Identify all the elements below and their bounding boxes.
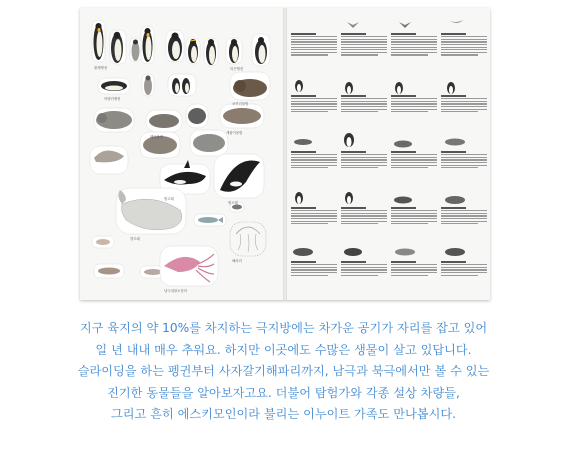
seal-icon xyxy=(94,108,134,132)
entry-text-line xyxy=(391,101,437,102)
entry-text-line xyxy=(391,157,437,158)
entry-text-line xyxy=(441,95,466,97)
seal-icon xyxy=(90,146,128,174)
entry-text-block xyxy=(341,32,387,57)
entry-text-line xyxy=(291,261,316,263)
penguin-icon xyxy=(98,78,130,94)
entry-text-block xyxy=(291,206,337,226)
orca-icon xyxy=(214,154,264,198)
entry-text-line xyxy=(391,207,416,209)
entry-text-line xyxy=(441,101,487,102)
entry-text-line xyxy=(341,101,387,102)
entry-text-block xyxy=(441,206,487,226)
entry-text-line xyxy=(291,221,337,222)
seal-icon xyxy=(293,248,313,256)
entry-text-line xyxy=(391,154,437,155)
entry-text-line xyxy=(391,210,437,211)
entry-text-line xyxy=(341,33,366,35)
entry-text-line xyxy=(341,106,387,107)
entry-text-line xyxy=(441,207,466,209)
entry-text-line xyxy=(341,218,387,219)
entry-text-line xyxy=(291,213,337,214)
penguin-icon xyxy=(142,74,154,96)
entry-text-line xyxy=(391,162,437,163)
entry-text-line xyxy=(441,218,487,219)
entry-text-line xyxy=(291,36,337,37)
entry-text-line xyxy=(441,109,487,110)
entry-text-line xyxy=(391,47,437,48)
entry-text-line xyxy=(391,109,437,110)
entry-text-line xyxy=(441,33,466,35)
entry-text-line xyxy=(341,95,366,97)
entry-text-line xyxy=(341,36,387,37)
entry-text-line xyxy=(391,33,416,35)
seal-icon xyxy=(344,248,362,256)
entry-text-line xyxy=(291,106,337,107)
entry-text-line xyxy=(441,98,487,99)
penguin-icon xyxy=(168,74,196,96)
entry-text-line xyxy=(341,264,387,265)
entry-text-line xyxy=(291,54,328,55)
entry-text-line xyxy=(391,272,437,273)
entry-text-line xyxy=(291,267,337,268)
entry-text-line xyxy=(441,154,487,155)
entry-text-line xyxy=(341,221,387,222)
entry-text-block xyxy=(441,94,487,114)
entry-text-line xyxy=(341,207,366,209)
entry-text-line xyxy=(441,221,487,222)
book-spread xyxy=(80,8,490,300)
entry-text-line xyxy=(341,109,387,110)
penguin-icon xyxy=(345,82,353,94)
entry-text-line xyxy=(391,223,428,224)
description-text xyxy=(0,318,567,426)
entry-text-line xyxy=(341,111,378,112)
entry-text-line xyxy=(291,272,337,273)
seal-icon xyxy=(394,141,412,148)
penguin-icon xyxy=(345,192,353,204)
seal-icon xyxy=(445,248,465,256)
bird-icon xyxy=(449,20,463,23)
entry-text-line xyxy=(291,52,337,53)
entry-text-line xyxy=(341,159,387,160)
penguin-icon xyxy=(226,38,242,64)
penguin-icon xyxy=(252,34,270,66)
entry-text-line xyxy=(291,167,328,168)
entry-text-line xyxy=(441,275,478,276)
penguin-icon xyxy=(92,20,105,62)
entry-text-line xyxy=(291,111,328,112)
entry-text-block xyxy=(341,260,387,277)
entry-text-line xyxy=(441,165,487,166)
entry-text-line xyxy=(291,47,337,48)
penguin-icon xyxy=(295,192,303,204)
entry-text-line xyxy=(441,106,487,107)
entry-text-line xyxy=(441,54,478,55)
entry-text-line xyxy=(441,267,487,268)
description-line: 지구 육지의 약 10%를 차지하는 극지방에는 차가운 공기가 자리를 잡고 있어 xyxy=(79,321,488,335)
squid-icon xyxy=(160,246,218,286)
entry-text-line xyxy=(291,223,328,224)
entry-text-line xyxy=(341,165,387,166)
seal-icon xyxy=(445,196,465,204)
fish-icon xyxy=(92,236,114,248)
entry-text-line xyxy=(341,39,387,40)
penguin-icon xyxy=(186,38,200,64)
entry-text-line xyxy=(391,151,416,153)
entry-text-line xyxy=(391,49,437,50)
entry-text-line xyxy=(391,159,437,160)
entry-text-line xyxy=(391,275,428,276)
entry-text-line xyxy=(391,103,437,104)
entry-text-line xyxy=(341,210,387,211)
entry-text-line xyxy=(441,162,487,163)
entry-text-line xyxy=(391,167,428,168)
description-line: 그리고 흔히 에스키모인이라 불리는 이누이트 가족도 만나봅시다. xyxy=(111,407,456,421)
penguin-icon xyxy=(344,133,354,147)
entry-text-line xyxy=(441,223,478,224)
seal-icon xyxy=(445,139,465,146)
entry-text-line xyxy=(391,267,437,268)
entry-text-block xyxy=(441,32,487,57)
entry-text-line xyxy=(291,154,337,155)
entry-text-block xyxy=(441,150,487,170)
penguin-icon xyxy=(295,80,303,92)
entry-text-line xyxy=(391,213,437,214)
entry-text-line xyxy=(391,215,437,216)
entry-text-line xyxy=(441,44,487,45)
seal-icon xyxy=(186,104,208,128)
entry-text-line xyxy=(341,103,387,104)
entry-text-block xyxy=(391,94,437,114)
entry-text-line xyxy=(291,215,337,216)
entry-text-line xyxy=(391,261,416,263)
entry-text-line xyxy=(341,151,366,153)
entry-text-line xyxy=(341,275,378,276)
entry-text-line xyxy=(291,33,316,35)
entry-text-line xyxy=(441,41,487,42)
entry-text-line xyxy=(341,54,378,55)
entry-text-line xyxy=(291,95,316,97)
entry-text-line xyxy=(291,44,337,45)
entry-text-line xyxy=(341,215,387,216)
penguin-icon xyxy=(141,26,154,64)
seal-icon xyxy=(230,72,270,100)
entry-text-line xyxy=(291,269,337,270)
seal-icon xyxy=(395,249,415,256)
entry-text-line xyxy=(291,49,337,50)
description-line: 진기한 동물들을 알아보자고요. 더불어 탐험가와 각종 설상 차량들, xyxy=(107,385,460,400)
entry-text-line xyxy=(391,54,428,55)
entry-text-line xyxy=(441,269,487,270)
entry-text-block xyxy=(391,150,437,170)
entry-text-line xyxy=(291,218,337,219)
entry-text-block xyxy=(441,260,487,277)
penguin-icon xyxy=(110,30,126,64)
entry-text-line xyxy=(441,151,466,153)
entry-text-block xyxy=(341,94,387,114)
entry-text-line xyxy=(291,162,337,163)
entry-text-line xyxy=(391,264,437,265)
entry-text-line xyxy=(291,159,337,160)
entry-text-line xyxy=(291,207,316,209)
entry-text-line xyxy=(291,210,337,211)
entry-text-line xyxy=(341,213,387,214)
penguin-icon xyxy=(166,30,184,62)
entry-text-line xyxy=(441,167,478,168)
entry-text-line xyxy=(341,49,387,50)
jellyfish-icon xyxy=(230,222,266,256)
entry-text-line xyxy=(291,39,337,40)
seal-icon xyxy=(190,130,228,156)
entry-text-line xyxy=(391,36,437,37)
entry-text-line xyxy=(391,221,437,222)
entry-text-block xyxy=(341,150,387,170)
bird-icon xyxy=(399,22,411,28)
entry-text-line xyxy=(291,264,337,265)
entry-text-line xyxy=(441,213,487,214)
penguin-icon xyxy=(130,38,141,62)
entry-text-line xyxy=(341,223,378,224)
fish-icon xyxy=(194,214,226,226)
entry-text-line xyxy=(341,269,387,270)
penguin-icon xyxy=(447,82,455,94)
entry-text-line xyxy=(291,151,316,153)
penguin-icon xyxy=(204,38,218,66)
entry-text-line xyxy=(291,275,328,276)
entry-text-line xyxy=(291,109,337,110)
entry-text-line xyxy=(441,103,487,104)
entry-text-block xyxy=(291,32,337,57)
entry-text-line xyxy=(441,49,487,50)
entry-text-line xyxy=(441,157,487,158)
entry-text-line xyxy=(391,111,428,112)
entry-text-line xyxy=(341,41,387,42)
description-line: 일 년 내내 매우 추워요. 하지만 이곳에도 수많은 생물이 살고 있답니다. xyxy=(95,342,472,357)
entry-text-line xyxy=(441,39,487,40)
entry-text-line xyxy=(441,215,487,216)
entry-text-block xyxy=(391,260,437,277)
entry-text-line xyxy=(441,36,487,37)
description-line: 슬라이딩을 하는 펭귄부터 사자갈기해파리까지, 남극과 북극에서만 볼 수 있는 xyxy=(77,364,490,378)
entry-text-line xyxy=(391,41,437,42)
entry-text-line xyxy=(441,272,487,273)
entry-text-line xyxy=(441,52,487,53)
entry-text-line xyxy=(441,210,487,211)
entry-text-line xyxy=(391,269,437,270)
entry-text-block xyxy=(391,32,437,57)
entry-text-line xyxy=(341,52,387,53)
entry-text-line xyxy=(291,157,337,158)
info-page xyxy=(287,8,490,300)
entry-text-line xyxy=(341,47,387,48)
entry-text-line xyxy=(391,95,416,97)
entry-text-line xyxy=(341,154,387,155)
entry-text-line xyxy=(291,103,337,104)
entry-text-line xyxy=(291,165,337,166)
entry-text-line xyxy=(441,47,487,48)
entry-text-line xyxy=(341,162,387,163)
seal-icon xyxy=(394,197,412,204)
entry-text-line xyxy=(341,157,387,158)
entry-text-line xyxy=(341,167,378,168)
entry-text-line xyxy=(391,218,437,219)
entry-text-block xyxy=(291,150,337,170)
entry-text-line xyxy=(391,52,437,53)
entry-text-block xyxy=(291,94,337,114)
entry-text-block xyxy=(341,206,387,226)
penguin-icon xyxy=(395,82,403,94)
entry-text-block xyxy=(391,206,437,226)
entry-text-block xyxy=(291,260,337,277)
sticker-illustrations xyxy=(80,8,283,300)
seal-icon xyxy=(146,110,182,132)
entry-text-line xyxy=(391,98,437,99)
entry-text-line xyxy=(441,264,487,265)
entry-text-line xyxy=(341,267,387,268)
entry-text-line xyxy=(291,98,337,99)
entry-text-line xyxy=(341,261,366,263)
whale-icon xyxy=(116,188,186,234)
entry-text-line xyxy=(341,272,387,273)
entry-text-line xyxy=(291,101,337,102)
entry-text-line xyxy=(341,98,387,99)
seal-icon xyxy=(294,139,312,145)
entry-text-line xyxy=(441,111,478,112)
entry-text-line xyxy=(391,44,437,45)
fish-icon xyxy=(94,264,124,278)
entry-text-line xyxy=(391,39,437,40)
entry-text-line xyxy=(291,41,337,42)
seal-icon xyxy=(220,104,264,128)
entry-text-line xyxy=(391,106,437,107)
bird-icon xyxy=(347,22,359,28)
entry-text-line xyxy=(341,44,387,45)
entry-text-line xyxy=(391,165,437,166)
entry-text-line xyxy=(441,159,487,160)
sticker-page: 황제펭귄 턱끈펭귄 아델리펭귄 코끼리물범 웨들물범 게잡이물범 범고래 범고래 향고래 해파리 남극대왕오징어 xyxy=(80,8,283,300)
entry-text-line xyxy=(441,261,466,263)
